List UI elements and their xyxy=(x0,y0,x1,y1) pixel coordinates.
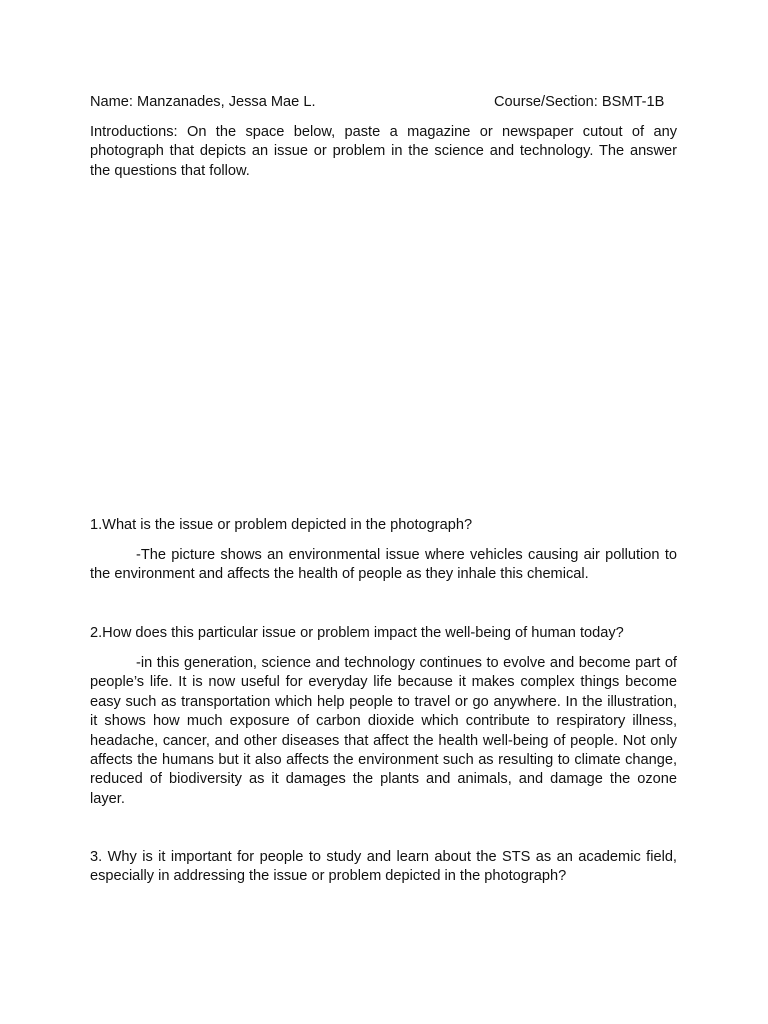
answer-2: -in this generation, science and technology continues to evolve and become part of people’s life. It is now useful for everyday life because it makes complex things become easy such as transportation which help people to travel or go anywhere. In the illustration, it shows how much exposure of carbon dioxide which contribute to respiratory illness, headache, cancer, and other diseases that affect the health well-being of people. Not only affects the humans but it also affects the environment such as resulting to climate change, reduced of biodiversity as it damages the plants and animals, and damage the ozone layer. xyxy=(90,655,677,807)
header-row xyxy=(90,93,677,113)
instructions-paragraph: Introductions: On the space below, paste a magazine or newspaper cutout of any photograph that depicts an issue or problem in the science and technology. The answer the questions that follow. xyxy=(90,124,677,179)
question-2: 2.How does this particular issue or problem impact the well-being of human today? xyxy=(90,625,624,641)
question-3: 3. Why is it important for people to study and learn about the STS as an academic field, especially in addressing the issue or problem depicted in the photograph? xyxy=(90,849,677,885)
photo-paste-area xyxy=(90,190,677,500)
student-name: Name: Manzanades, Jessa Mae L. xyxy=(90,94,316,110)
course-section: Course/Section: BSMT-1B xyxy=(494,94,665,110)
answer-1: -The picture shows an environmental issue where vehicles causing air pollution to the environment and affects the health of people as they inhale this chemical. xyxy=(90,547,677,583)
question-1: 1.What is the issue or problem depicted in the photograph? xyxy=(90,517,473,533)
